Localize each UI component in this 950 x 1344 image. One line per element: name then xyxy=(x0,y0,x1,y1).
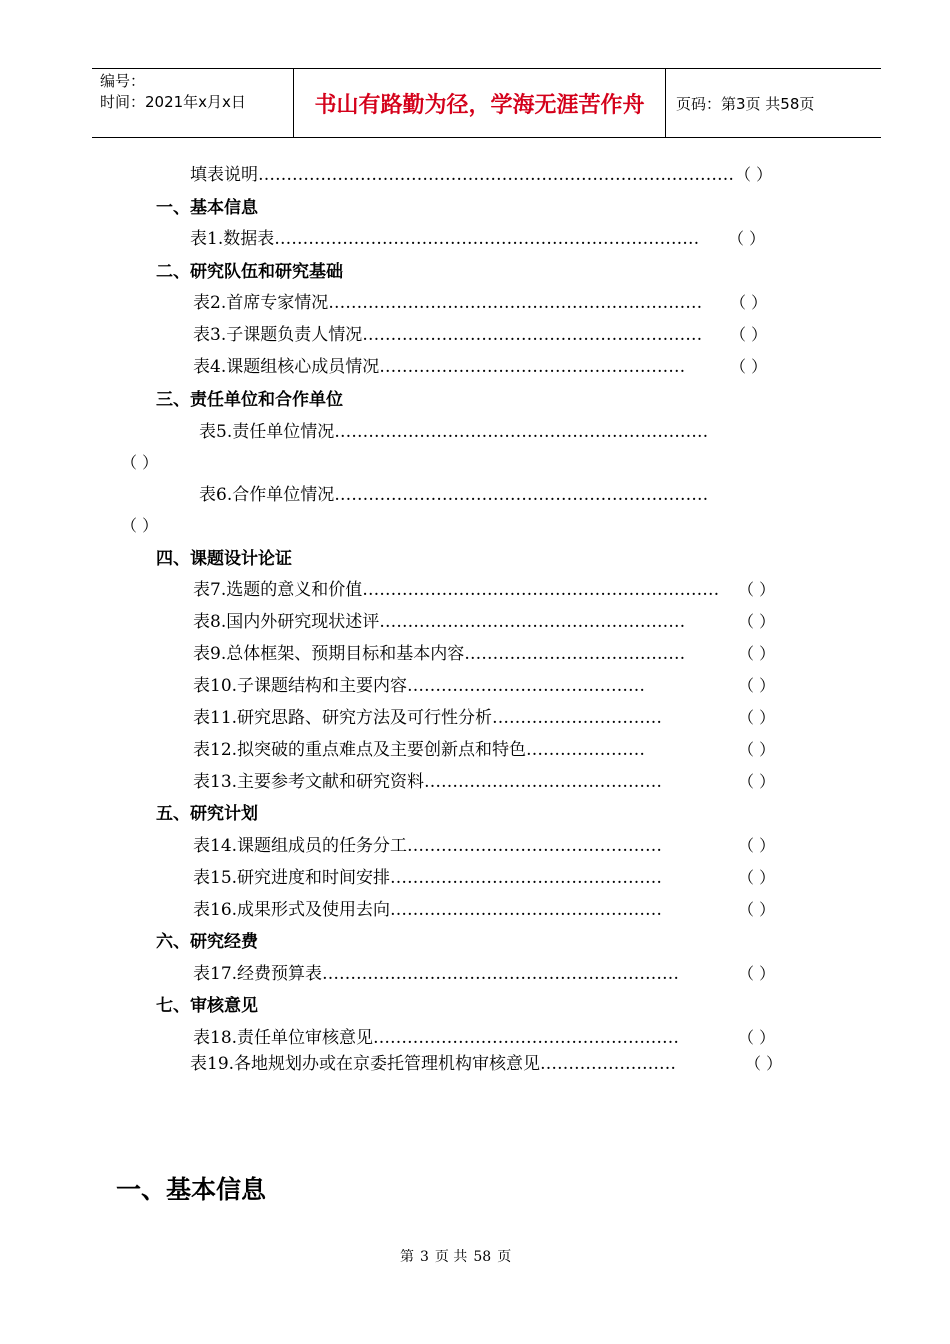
toc-item: 表19.各地规划办或在京委托管理机构审核意见…………………… xyxy=(190,1054,677,1074)
header-page-label: 页码：第3页 共58页 xyxy=(676,94,815,113)
footer-prefix: 第 xyxy=(400,1249,414,1265)
time-label: 时间：2021年x月x日 xyxy=(100,93,246,111)
toc-page-ref: （ ） xyxy=(738,580,776,599)
toc-page-ref: （ ） xyxy=(738,964,776,983)
toc-section-title: 四、课题设计论证 xyxy=(156,549,292,569)
toc-page-ref: （ ） xyxy=(121,516,159,535)
footer-mid: 页 共 xyxy=(434,1249,468,1265)
toc-item: 表13.主要参考文献和研究资料…………………………………… xyxy=(193,772,663,792)
toc-item: 表10.子课题结构和主要内容…………………………………… xyxy=(193,676,646,696)
toc-section-title: 三、责任单位和合作单位 xyxy=(156,390,343,410)
toc-section-title: 二、研究队伍和研究基础 xyxy=(156,262,343,282)
toc-page-ref: （ ） xyxy=(738,1028,776,1047)
toc-page-ref: （ ） xyxy=(745,1054,783,1073)
toc-item: 表14.课题组成员的任务分工……………………………………… xyxy=(193,836,663,856)
serial-label: 编号： xyxy=(100,72,146,90)
footer-suffix: 页 xyxy=(497,1249,512,1265)
toc-item: 表3.子课题负责人情况…………………………………………………… xyxy=(193,325,703,345)
toc-item: 表8.国内外研究现状述评……………………………………………… xyxy=(193,612,686,632)
toc-intro: 填表说明………………………………………………………………………… xyxy=(190,165,734,185)
toc-page-ref: （ ） xyxy=(738,708,776,727)
toc-item: 表2.首席专家情况………………………………………………………… xyxy=(193,293,703,313)
toc-item: 表5.责任单位情况………………………………………………………… xyxy=(199,422,709,442)
toc-page-ref: （ ） xyxy=(738,772,776,791)
toc-item: 表18.责任单位审核意见……………………………………………… xyxy=(193,1028,680,1048)
toc-page-ref: （ ） xyxy=(730,293,768,312)
toc-section-title: 五、研究计划 xyxy=(156,804,258,824)
toc-item: 表4.课题组核心成员情况……………………………………………… xyxy=(193,357,686,377)
toc-page-ref: （ ） xyxy=(738,644,776,663)
toc-item: 表1.数据表………………………………………………………………… xyxy=(190,229,700,249)
toc-item: 表11.研究思路、研究方法及可行性分析………………………… xyxy=(193,708,663,728)
toc-page-ref: （ ） xyxy=(121,453,159,472)
toc-page-ref: （ ） xyxy=(728,229,766,248)
toc-section-title: 一、基本信息 xyxy=(156,198,258,218)
toc-item: 表9.总体框架、预期目标和基本内容………………………………… xyxy=(193,644,686,664)
toc-page-ref: （ ） xyxy=(735,165,773,184)
toc-item: 表17.经费预算表……………………………………………………… xyxy=(193,964,680,984)
page-footer xyxy=(0,1246,950,1266)
toc-item: 表6.合作单位情况………………………………………………………… xyxy=(199,485,709,505)
header-motto: 书山有路勤为径，学海无涯苦作舟 xyxy=(293,69,666,137)
toc-item: 表15.研究进度和时间安排………………………………………… xyxy=(193,868,663,888)
toc-page-ref: （ ） xyxy=(738,836,776,855)
toc-page-ref: （ ） xyxy=(730,325,768,344)
footer-total-pages: 58 xyxy=(473,1249,492,1265)
toc-page-ref: （ ） xyxy=(738,740,776,759)
toc-section-title: 七、审核意见 xyxy=(156,996,258,1016)
toc-page-ref: （ ） xyxy=(738,900,776,919)
toc-section-title: 六、研究经费 xyxy=(156,932,258,952)
toc-page-ref: （ ） xyxy=(730,357,768,376)
toc-page-ref: （ ） xyxy=(738,676,776,695)
toc-item: 表12.拟突破的重点难点及主要创新点和特色………………… xyxy=(193,740,646,760)
toc-page-ref: （ ） xyxy=(738,612,776,631)
section-heading: 一、基本信息 xyxy=(116,1175,267,1204)
toc-item: 表7.选题的意义和价值……………………………………………………… xyxy=(193,580,720,600)
footer-current-page: 3 xyxy=(420,1249,429,1265)
toc-item: 表16.成果形式及使用去向………………………………………… xyxy=(193,900,663,920)
toc-page-ref: （ ） xyxy=(738,868,776,887)
